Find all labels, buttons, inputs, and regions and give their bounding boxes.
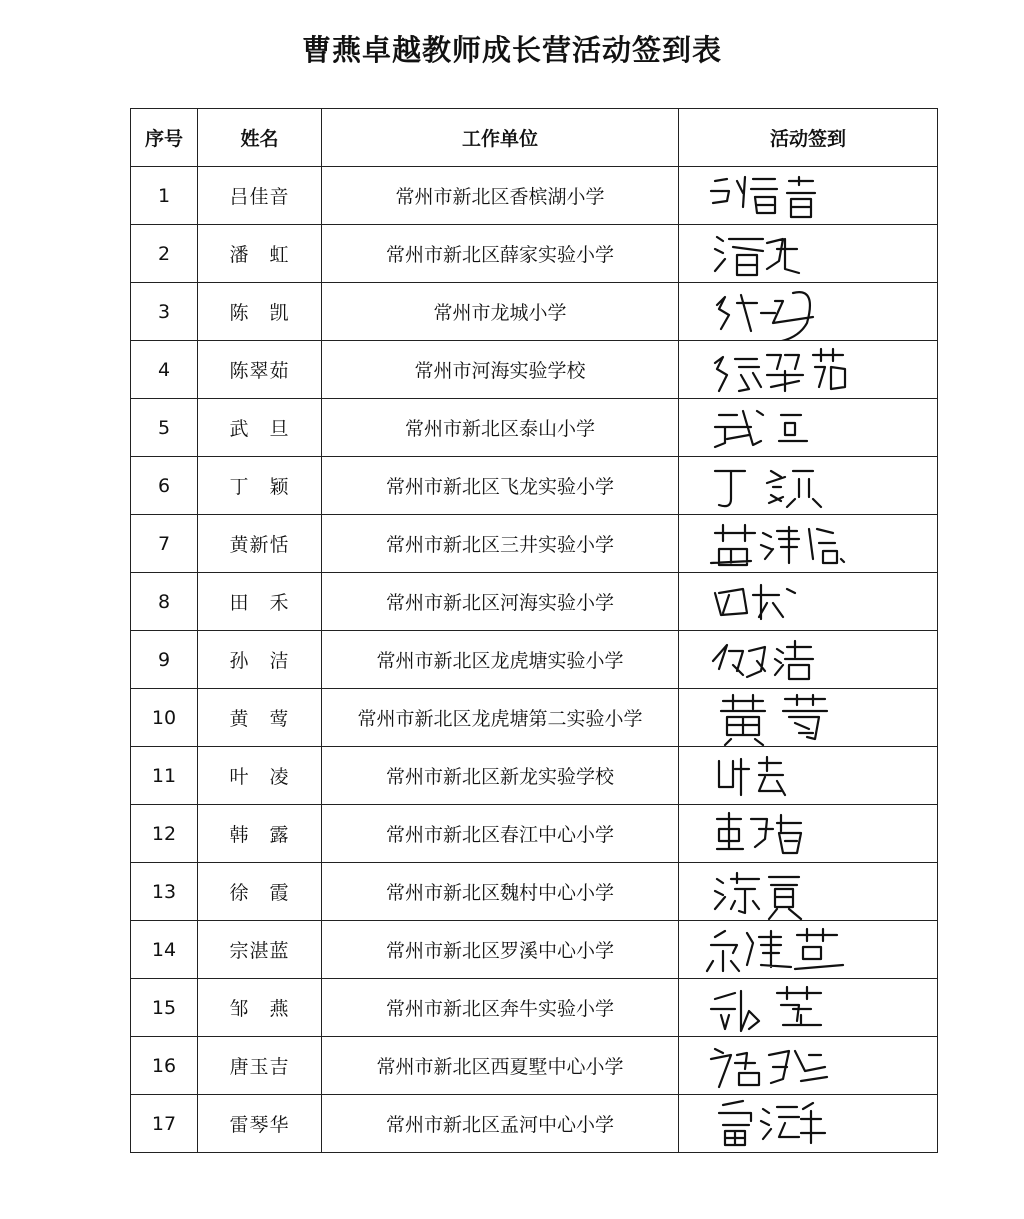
table-body [131,167,938,1153]
handwritten-signature [679,689,937,746]
handwritten-signature [679,921,937,978]
handwritten-signature [679,515,937,572]
row-unit: 常州市新北区西夏墅中心小学 [322,1037,679,1095]
row-signature [679,1095,938,1153]
header-name: 姓名 [198,109,322,167]
handwritten-signature [679,341,937,398]
row-seq: 11 [131,747,198,805]
row-signature [679,979,938,1037]
row-seq: 7 [131,515,198,573]
row-signature [679,457,938,515]
row-unit: 常州市新北区龙虎塘实验小学 [322,631,679,689]
header-seq: 序号 [131,109,198,167]
row-name: 武 旦 [198,399,322,457]
row-unit: 常州市河海实验学校 [322,341,679,399]
handwritten-signature [679,283,937,340]
row-name: 黄新恬 [198,515,322,573]
row-seq: 3 [131,283,198,341]
row-signature [679,1037,938,1095]
row-name: 潘 虹 [198,225,322,283]
row-signature [679,573,938,631]
row-seq: 17 [131,1095,198,1153]
row-name: 陈翠茹 [198,341,322,399]
row-name: 韩 露 [198,805,322,863]
table-row [131,921,938,979]
row-seq: 10 [131,689,198,747]
table-row [131,689,938,747]
table-row [131,747,938,805]
table-row [131,225,938,283]
row-signature [679,689,938,747]
row-name: 黄 莺 [198,689,322,747]
table-row [131,457,938,515]
row-name: 雷琴华 [198,1095,322,1153]
table-row [131,341,938,399]
row-name: 吕佳音 [198,167,322,225]
table-row [131,631,938,689]
table-row [131,399,938,457]
header-row [131,109,938,167]
row-unit: 常州市新北区春江中心小学 [322,805,679,863]
row-seq: 2 [131,225,198,283]
table-row [131,283,938,341]
row-name: 宗湛蓝 [198,921,322,979]
row-seq: 12 [131,805,198,863]
page-title: 曹燕卓越教师成长营活动签到表 [301,33,722,67]
handwritten-signature [679,167,937,224]
row-name: 丁 颖 [198,457,322,515]
row-signature [679,921,938,979]
row-name: 陈 凯 [198,283,322,341]
row-unit: 常州市新北区新龙实验学校 [322,747,679,805]
row-unit: 常州市新北区孟河中心小学 [322,1095,679,1153]
row-name: 唐玉吉 [198,1037,322,1095]
row-signature [679,631,938,689]
row-unit: 常州市新北区龙虎塘第二实验小学 [322,689,679,747]
row-unit: 常州市新北区飞龙实验小学 [322,457,679,515]
row-seq: 5 [131,399,198,457]
row-name: 田 禾 [198,573,322,631]
table-row [131,573,938,631]
row-seq: 9 [131,631,198,689]
row-signature [679,399,938,457]
table-row [131,1037,938,1095]
row-signature [679,863,938,921]
row-seq: 16 [131,1037,198,1095]
row-signature [679,283,938,341]
header-sign: 活动签到 [679,109,938,167]
table-row [131,863,938,921]
handwritten-signature [679,979,937,1036]
row-unit: 常州市新北区薛家实验小学 [322,225,679,283]
handwritten-signature [679,805,937,862]
row-name: 孙 洁 [198,631,322,689]
row-signature [679,805,938,863]
row-unit: 常州市新北区河海实验小学 [322,573,679,631]
row-unit: 常州市龙城小学 [322,283,679,341]
table-row [131,167,938,225]
row-unit: 常州市新北区泰山小学 [322,399,679,457]
table-row [131,515,938,573]
row-name: 徐 霞 [198,863,322,921]
row-unit: 常州市新北区罗溪中心小学 [322,921,679,979]
row-unit: 常州市新北区三井实验小学 [322,515,679,573]
table-row [131,979,938,1037]
handwritten-signature [679,863,937,920]
row-seq: 14 [131,921,198,979]
handwritten-signature [679,225,937,282]
row-unit: 常州市新北区奔牛实验小学 [322,979,679,1037]
sign-in-table [130,108,938,1153]
row-signature [679,747,938,805]
handwritten-signature [679,631,937,688]
handwritten-signature [679,573,937,630]
row-seq: 4 [131,341,198,399]
row-seq: 15 [131,979,198,1037]
row-unit: 常州市新北区魏村中心小学 [322,863,679,921]
row-name: 邹 燕 [198,979,322,1037]
row-signature [679,225,938,283]
table-row [131,1095,938,1153]
handwritten-signature [679,1037,937,1094]
handwritten-signature [679,1095,937,1152]
row-signature [679,515,938,573]
table-row [131,805,938,863]
row-seq: 1 [131,167,198,225]
row-seq: 6 [131,457,198,515]
row-name: 叶 凌 [198,747,322,805]
row-signature [679,167,938,225]
handwritten-signature [679,457,937,514]
header-unit: 工作单位 [322,109,679,167]
handwritten-signature [679,399,937,456]
row-unit: 常州市新北区香槟湖小学 [322,167,679,225]
handwritten-signature [679,747,937,804]
row-seq: 13 [131,863,198,921]
row-seq: 8 [131,573,198,631]
row-signature [679,341,938,399]
